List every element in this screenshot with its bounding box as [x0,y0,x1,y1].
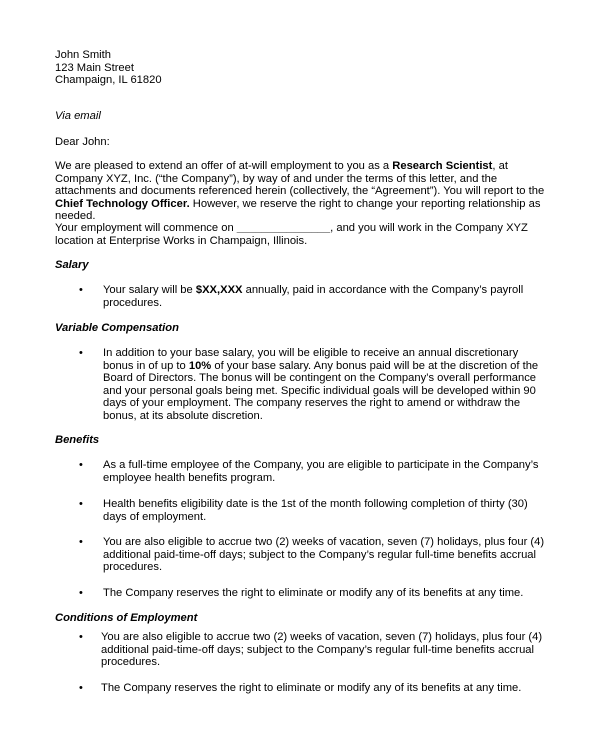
salary-text-1: Your salary will be [103,284,196,296]
commence-paragraph [55,222,555,247]
recipient-city: Champaign, IL 61820 [55,74,162,87]
bullet-icon: • [79,284,83,296]
offer-text-3: However, we reserve the right to change your reporting relationship as needed. [55,197,541,223]
salary-text-2: annually, paid in accordance with the Company’s payroll procedures. [103,284,524,309]
variable-comp-item [103,347,551,423]
address-block [55,49,555,87]
benefit-item: As a full-time employee of the Company, you are eligible to participate in the Company’s employee health benefits program. [103,459,539,484]
benefit-item: You are also eligible to accrue two (2) weeks of vacation, seven (7) holidays, plus four (4) additional paid-time-off days; subject to the Company’s regular full-time benefits accrual procedures. [103,536,545,574]
conditions-heading: Conditions of Employment [55,612,198,624]
recipient-street: 123 Main Street [55,61,134,74]
commence-text-1: Your employment will commence on [55,222,237,234]
salary-amount: $XX,XXX [195,284,243,296]
offer-text-1: We are pleased to extend an offer of at-will employment to you as a [55,160,393,172]
bullet-icon: • [79,498,83,510]
salary-heading: Salary [55,259,89,271]
offer-paragraph [55,160,555,223]
bonus-text-1: In addition to your base salary, you will be eligible to receive an annual discretionary bonus in of up to [103,347,519,372]
condition-item: You are also eligible to accrue two (2) weeks of vacation, seven (7) holidays, plus four (4) additional paid-time-off days; subject to the Company’s regular full-time benefits accrual procedures. [101,631,543,669]
bonus-text-2: of your base salary. Any bonus paid will be at the discretion of the Board of Directors. The bonus will be contingent on the Company’s overall performance and your personal goals being met. Specific individual goals will be developed within 90 days of your employment. The company reserves the right to amend or withdraw the bonus, at its absolute discretion. [103,359,539,422]
greeting: Dear John: [55,136,110,148]
job-title: Research Scientist [392,160,493,172]
bullet-icon: • [79,587,83,599]
bullet-icon: • [79,347,83,359]
manager-title: Chief Technology Officer. [55,197,190,210]
bullet-icon: • [79,682,83,694]
start-date-blank: _______________ [236,222,331,234]
bullet-icon: • [79,631,83,643]
bullet-icon: • [79,459,83,471]
benefit-item: Health benefits eligibility date is the 1st of the month following completion of thirty (30) days of employment. [103,498,528,523]
variable-comp-heading: Variable Compensation [55,322,179,334]
benefit-item: The Company reserves the right to eliminate or modify any of its benefits at any time. [103,587,524,599]
bonus-percent: 10% [188,359,212,372]
recipient-name: John Smith [55,49,111,61]
bullet-icon: • [79,536,83,548]
condition-item: The Company reserves the right to eliminate or modify any of its benefits at any time. [101,682,522,694]
benefits-heading: Benefits [55,434,100,446]
offer-text-2: , at Company XYZ, Inc. (“the Company”), by way of and under the terms of this letter, and the attachments and documents referenced herein (collectively, the “Agreement”). You will report to the [55,160,545,198]
salary-item [103,284,551,309]
via-line: Via email [55,110,101,122]
commence-text-2: , and you will work in the Company XYZ location at Enterprise Works in Champaign, Illinois. [55,222,528,247]
